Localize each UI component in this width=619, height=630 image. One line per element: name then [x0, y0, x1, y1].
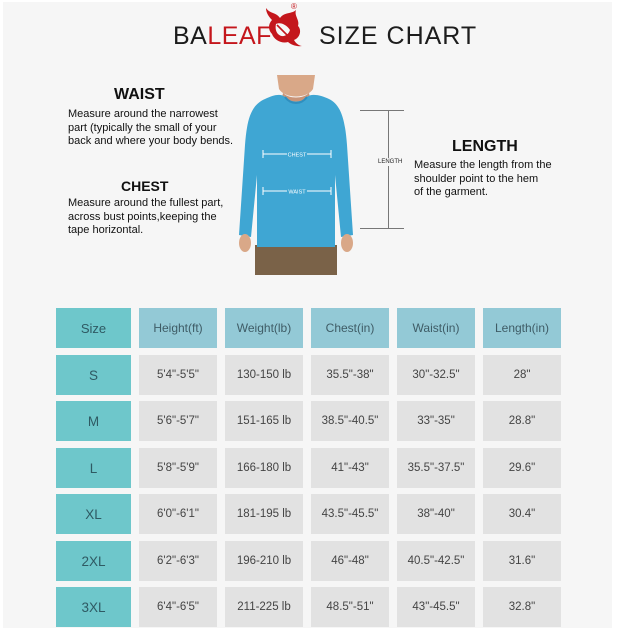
- table-cell-length: 28": [483, 355, 561, 395]
- chest-measure-label: CHEST: [287, 152, 307, 159]
- table-cell-chest: 41"-43": [311, 448, 389, 488]
- size-label-cell: S: [56, 355, 131, 395]
- table-cell-length: 31.6": [483, 541, 561, 581]
- column-header-chest: Chest(in): [311, 308, 389, 348]
- waist-heading: WAIST: [114, 86, 165, 103]
- length-measure-top-tick: [360, 110, 404, 111]
- size-label-cell: L: [56, 448, 131, 488]
- table-cell-chest: 48.5"-51": [311, 587, 389, 627]
- column-header-waist: Waist(in): [397, 308, 475, 348]
- length-line: of the garment.: [414, 186, 488, 198]
- registered-mark: ®: [291, 2, 297, 11]
- table-cell-length: 29.6": [483, 448, 561, 488]
- table-cell-weight: 151-165 lb: [225, 401, 303, 441]
- length-heading: LENGTH: [452, 138, 518, 155]
- table-cell-chest: 38.5"-40.5": [311, 401, 389, 441]
- table-cell-weight: 196-210 lb: [225, 541, 303, 581]
- length-measure-label: LENGTH: [378, 159, 403, 165]
- column-header-weight: Weight(lb): [225, 308, 303, 348]
- table-cell-length: 32.8": [483, 587, 561, 627]
- chest-line: Measure around the fullest part,: [68, 197, 224, 209]
- waist-line: Measure around the narrowest: [68, 108, 218, 120]
- waist-line: part (typically the small of your: [68, 121, 217, 134]
- length-line: Measure the length from the: [414, 159, 552, 171]
- table-cell-height: 6'4"-6'5": [139, 587, 217, 627]
- column-header-length: Length(in): [483, 308, 561, 348]
- table-cell-height: 5'8"-5'9": [139, 448, 217, 488]
- size-label-cell: M: [56, 401, 131, 441]
- length-measure-bottom-tick: [360, 228, 404, 229]
- table-cell-height: 6'0"-6'1": [139, 494, 217, 534]
- table-cell-waist: 30"-32.5": [397, 355, 475, 395]
- table-cell-height: 6'2"-6'3": [139, 541, 217, 581]
- waist-line: back and where your body bends.: [68, 135, 234, 147]
- waist-measure-label: WAIST: [288, 189, 306, 196]
- length-line: shoulder point to the hem: [414, 172, 539, 185]
- table-cell-weight: 166-180 lb: [225, 448, 303, 488]
- table-cell-chest: 46"-48": [311, 541, 389, 581]
- length-description: [414, 159, 552, 200]
- table-cell-waist: 40.5"-42.5": [397, 541, 475, 581]
- model-shirt-illustration: [237, 75, 355, 275]
- table-cell-length: 30.4": [483, 494, 561, 534]
- table-cell-weight: 181-195 lb: [225, 494, 303, 534]
- brand-prefix: BA: [173, 22, 208, 50]
- chest-line: tape horizontal.: [68, 224, 144, 236]
- page-title: SIZE CHART: [319, 22, 478, 50]
- column-header-size: Size: [56, 308, 131, 348]
- column-header-height: Height(ft): [139, 308, 217, 348]
- table-cell-waist: 35.5"-37.5": [397, 448, 475, 488]
- table-cell-chest: 43.5"-45.5": [311, 494, 389, 534]
- table-cell-height: 5'4"-5'5": [139, 355, 217, 395]
- table-cell-height: 5'6"-5'7": [139, 401, 217, 441]
- length-measure-line: [388, 110, 389, 229]
- waist-description: [68, 108, 233, 149]
- table-cell-weight: 130-150 lb: [225, 355, 303, 395]
- table-cell-waist: 38"-40": [397, 494, 475, 534]
- chest-line: across bust points,keeping the: [68, 210, 217, 223]
- chest-description: [68, 197, 223, 238]
- size-label-cell: 2XL: [56, 541, 131, 581]
- table-cell-waist: 43"-45.5": [397, 587, 475, 627]
- brand-suffix: LEAF: [207, 22, 272, 50]
- size-label-cell: 3XL: [56, 587, 131, 627]
- table-cell-length: 28.8": [483, 401, 561, 441]
- table-cell-weight: 211-225 lb: [225, 587, 303, 627]
- flame-leaf-logo-icon: [256, 4, 306, 48]
- table-cell-chest: 35.5"-38": [311, 355, 389, 395]
- size-label-cell: XL: [56, 494, 131, 534]
- chest-heading: CHEST: [121, 178, 169, 194]
- table-cell-waist: 33"-35": [397, 401, 475, 441]
